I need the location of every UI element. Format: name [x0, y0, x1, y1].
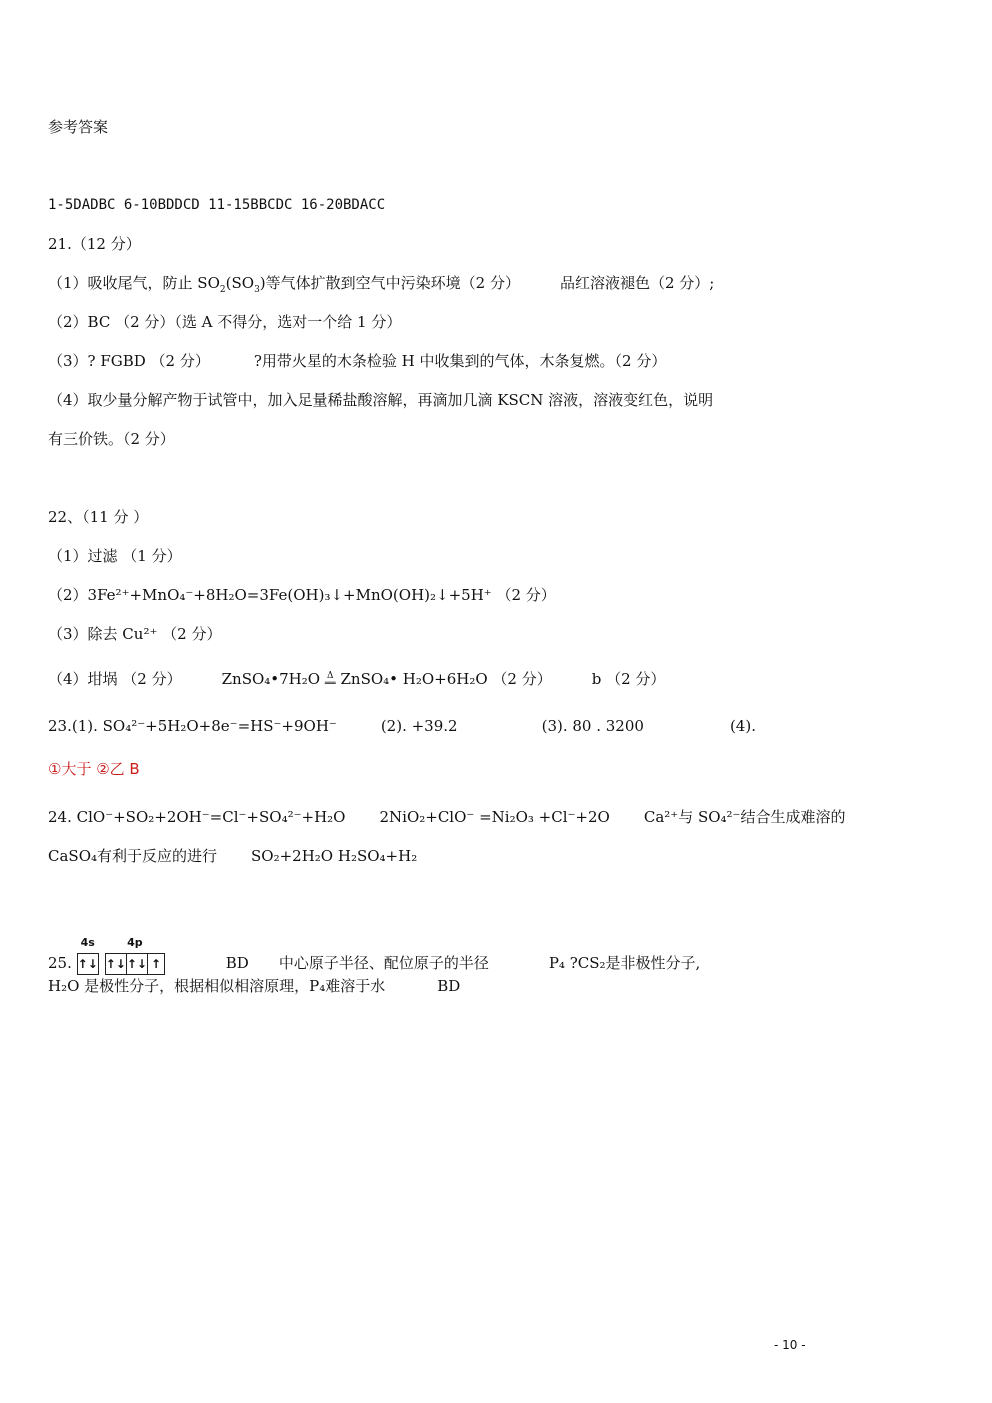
q22-part2: （2）3Fe²⁺+MnO₄⁻+8H₂O=3Fe(OH)₃↓+MnO(OH)₂↓+5H⁺ （2 分）: [48, 586, 556, 604]
q24-line2: CaSO₄有利于反应的进行 SO₂+2H₂O H₂SO₄+H₂: [48, 847, 418, 865]
orbital-diagram: 4s 4p ↑↓ ↑↓ ↑↓ ↑: [77, 933, 165, 975]
q21-part3: （3）? FGBD （2 分） ?用带火星的木条检验 H 中收集到的气体，木条复燃。（2 分）: [48, 352, 667, 370]
q21-part1: （1）吸收尾气，防止 $SO_2(SO_3)$等气体扩散到空气中污染环境（2 分） 品红溶液褪色（2 分）;: [48, 274, 715, 295]
q25-line1: 25. 4s 4p ↑↓ ↑↓ ↑↓ ↑ BD 中心原子半径、配位原子的半径 P₄ ?CS₂是非极性分子,: [48, 943, 700, 985]
q24-line1: 24. ClO⁻+SO₂+2OH⁻=Cl⁻+SO₄²⁻+H₂O 2NiO₂+ClO⁻ =Ni₂O₃ +Cl⁻+2O Ca²⁺与 SO₄²⁻结合生成难溶的: [48, 808, 846, 826]
q22-part1: （1）过滤 （1 分）: [48, 547, 182, 565]
page-number: - 10 -: [774, 1338, 806, 1352]
q23-line: 23.(1). SO₄²⁻+5H₂O+8e⁻=HS⁻+9OH⁻ (2). +39.2 (3). 80 . 3200 (4).: [48, 717, 756, 735]
q25-line2: H₂O 是极性分子，根据相似相溶原理，P₄难溶于水 BD: [48, 977, 461, 995]
q21-part2: （2）BC （2 分）（选 A 不得分，选对一个给 1 分）: [48, 313, 402, 331]
heat-arrow: Δ ══: [324, 671, 336, 689]
q22-part4: （4）坩埚 （2 分） ZnSO₄•7H₂O Δ ══ ZnSO₄• H₂O+6H₂O （2 分） b （2 分）: [48, 670, 666, 689]
q22-part3: （3）除去 Cu²⁺ （2 分）: [48, 625, 222, 643]
answer-title: 参考答案: [48, 118, 109, 136]
q23-red-answer: ①大于 ②乙 B: [48, 760, 140, 778]
q21-heading: 21.（12 分）: [48, 235, 141, 253]
q21-part4-line1: （4）取少量分解产物于试管中，加入足量稀盐酸溶解，再滴加几滴 KSCN 溶液，溶液变红色，说明: [48, 391, 714, 409]
q21-part4-line2: 有三价铁。（2 分）: [48, 430, 175, 448]
mc-answers: 1-5DADBC 6-10BDDCD 11-15BBCDC 16-20BDACC: [48, 197, 386, 213]
q22-heading: 22、（11 分 ）: [48, 508, 149, 526]
